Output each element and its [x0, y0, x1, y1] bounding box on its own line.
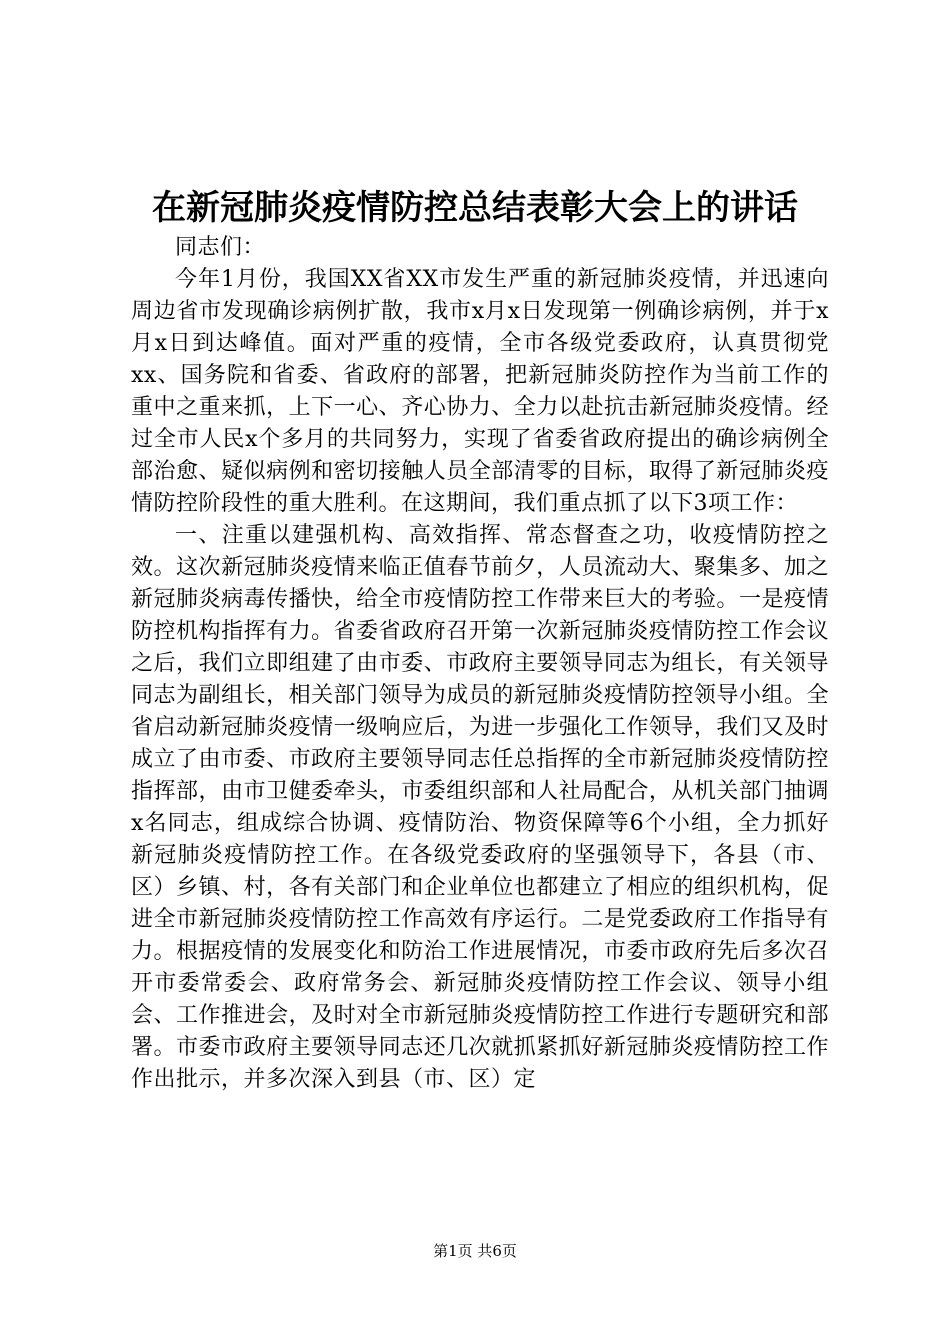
document-title: 在新冠肺炎疫情防控总结表彰大会上的讲话 [152, 188, 798, 228]
paragraph-section-one: 一、注重以建强机构、高效指挥、常态督查之功，收疫情防控之效。这次新冠肺炎疫情来临正值春节前夕，人员流动大、聚集多、加之新冠肺炎病毒传播快，给全市疫情防控工作带来巨大的考验。一是疫情防控机构指挥有力。省委省政府召开第一次新冠肺炎疫情防控工作会议之后，我们立即组建了由市委、市政府主要领导同志为组长，有关领导同志为副组长，相关部门领导为成员的新冠肺炎疫情防控领导小组。全省启动新冠肺炎疫情一级响应后，为进一步强化工作领导，我们又及时成立了由市委、市政府主要领导同志任总指挥的全市新冠肺炎疫情防控指挥部，由市卫健委牵头，市委组织部和人社局配合，从机关部门抽调x名同志，组成综合协调、疫情防治、物资保障等6个小组，全力抓好新冠肺炎疫情防控工作。在各级党委政府的坚强领导下，各县（市、区）乡镇、村，各有关部门和企业单位也都建立了相应的组织机构，促进全市新冠肺炎疫情防控工作高效有序运行。二是党委政府工作指导有力。根据疫情的发展变化和防治工作进展情况，市委市政府先后多次召开市委常委会、政府常务会、新冠肺炎疫情防控工作会议、领导小组会、工作推进会，及时对全市新冠肺炎疫情防控工作进行专题研究和部署。市委市政府主要领导同志还几次就抓紧抓好新冠肺炎疫情防控工作作出批示，并多次深入到县（市、区）定 [131, 523, 829, 1092]
paragraph-intro: 今年1月份，我国XX省XX市发生严重的新冠肺炎疫情，并迅速向周边省市发现确诊病例扩散，我市x月x日发现第一例确诊病例，并于x月x日到达峰值。面对严重的疫情，全市各级党委政府，认真贯彻党xx、国务院和省委、省政府的部署，把新冠肺炎防控作为当前工作的重中之重来抓，上下一心、齐心协力、全力以赴抗击新冠肺炎疫情。经过全市人民x个多月的共同努力，实现了省委省政府提出的确诊病例全部治愈、疑似病例和密切接触人员全部清零的目标，取得了新冠肺炎疫情防控阶段性的重大胜利。在这期间，我们重点抓了以下3项工作： [131, 267, 829, 516]
salutation: 同志们： [175, 235, 266, 260]
page-number-footer: 第1页 共6页 [433, 1242, 517, 1260]
document-body [131, 232, 829, 1096]
